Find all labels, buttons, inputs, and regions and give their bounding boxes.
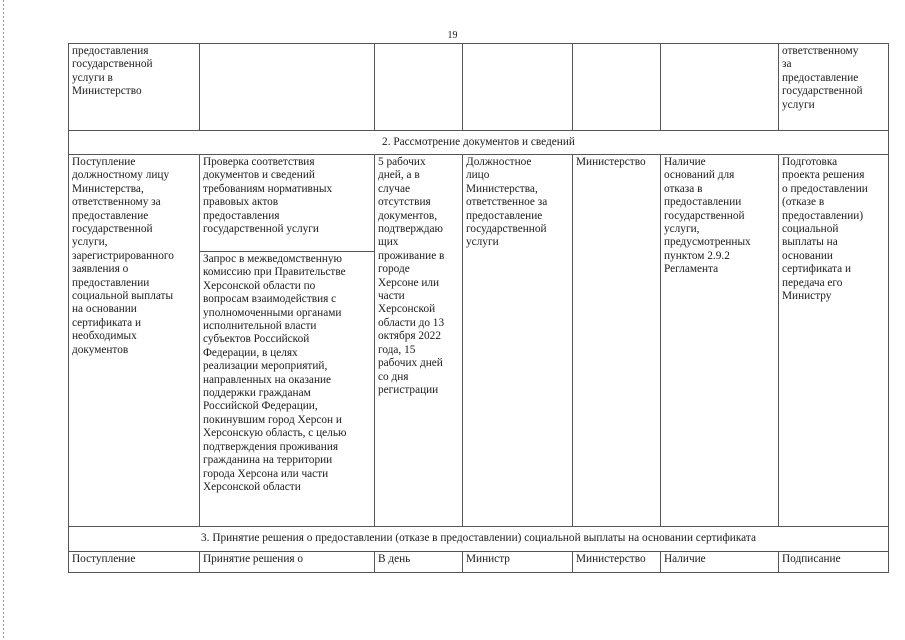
table-cell bbox=[779, 44, 889, 131]
table-cell bbox=[661, 552, 779, 573]
cell-text: Должностное лицо Министерства, ответственное за предоставление государственной услуги bbox=[466, 156, 548, 249]
cell-text: Проверка соответствия документов и сведений требованиям нормативных правовых актов предоставления государственной услуги bbox=[203, 156, 333, 236]
table-cell bbox=[573, 44, 661, 131]
table-cell bbox=[779, 552, 889, 573]
cell-text: Поступление должностному лицу Министерства, ответственному за предоставление государственной услуги, зарегистрированного заявления о предоставлении социальной выплаты на основании сертификата и необходимых документов bbox=[72, 156, 174, 356]
table-cell bbox=[69, 44, 200, 131]
cell-text: Принятие решения о bbox=[203, 553, 304, 565]
section-header-row bbox=[69, 131, 889, 155]
cell-text: Подписание bbox=[782, 553, 841, 565]
cell-text: предоставления государственной услуги в Министерство bbox=[72, 45, 153, 98]
table-cell bbox=[69, 552, 200, 573]
table-cell bbox=[375, 552, 463, 573]
table-row bbox=[69, 155, 889, 252]
cell-text: Наличие оснований для отказа в предоставлении государственной услуги, предусмотренных пунктом 2.9.2 Регламента bbox=[664, 156, 751, 276]
table-cell bbox=[375, 155, 463, 527]
cell-text: 5 рабочих дней, а в случае отсутствия документов, подтверждаю щих проживание в городе Херсоне или части Херсонской области до 13 октября 2022 года, 15 рабочих дней со дня регистрации bbox=[378, 156, 445, 396]
table-row bbox=[69, 552, 889, 573]
table-cell bbox=[463, 552, 573, 573]
cell-text: Поступление bbox=[72, 553, 136, 565]
procedure-table bbox=[68, 43, 889, 573]
cell-text: В день bbox=[378, 553, 411, 565]
table-cell bbox=[200, 252, 375, 527]
cell-text: Подготовка проекта решения о предоставлении (отказе в предоставлении) социальной выплаты на основании сертификата и передача его Министру bbox=[782, 156, 868, 303]
table-cell bbox=[200, 552, 375, 573]
cell-text: Министр bbox=[466, 553, 510, 565]
table-cell bbox=[200, 44, 375, 131]
table-cell bbox=[69, 155, 200, 527]
section-title: 3. Принятие решения о предоставлении (отказе в предоставлении) социальной выплаты на основании сертификата bbox=[69, 527, 889, 552]
scan-edge-dots bbox=[3, 0, 4, 640]
table-cell bbox=[200, 155, 375, 252]
table-cell bbox=[573, 552, 661, 573]
table-cell bbox=[779, 155, 889, 527]
cell-text: Министерство bbox=[576, 553, 646, 565]
table-cell bbox=[573, 155, 661, 527]
page-number: 19 bbox=[447, 30, 458, 41]
cell-text: Запрос в межведомственную комиссию при Правительстве Херсонской области по вопросам взаимодействия с уполномоченными органами исполнительной власти субъектов Российской Федерации, в целях реализации мероприятий, направленных на оказание поддержки гражданам Российской Федерации, покинувшим город Херсон и Херсонскую область, с целью подтверждения проживания гражданина на территории города Херсона или части Херсонской области bbox=[203, 253, 347, 493]
cell-text: Министерство bbox=[576, 156, 646, 168]
table-cell bbox=[463, 155, 573, 527]
table-cell bbox=[661, 155, 779, 527]
table-row-continued bbox=[69, 44, 889, 131]
table-cell bbox=[463, 44, 573, 131]
cell-text: ответственному за предоставление государственной услуги bbox=[782, 45, 863, 111]
section-title: 2. Рассмотрение документов и сведений bbox=[69, 131, 889, 155]
section-header-row bbox=[69, 527, 889, 552]
cell-text: Наличие bbox=[664, 553, 706, 565]
table-cell bbox=[375, 44, 463, 131]
table-cell bbox=[661, 44, 779, 131]
